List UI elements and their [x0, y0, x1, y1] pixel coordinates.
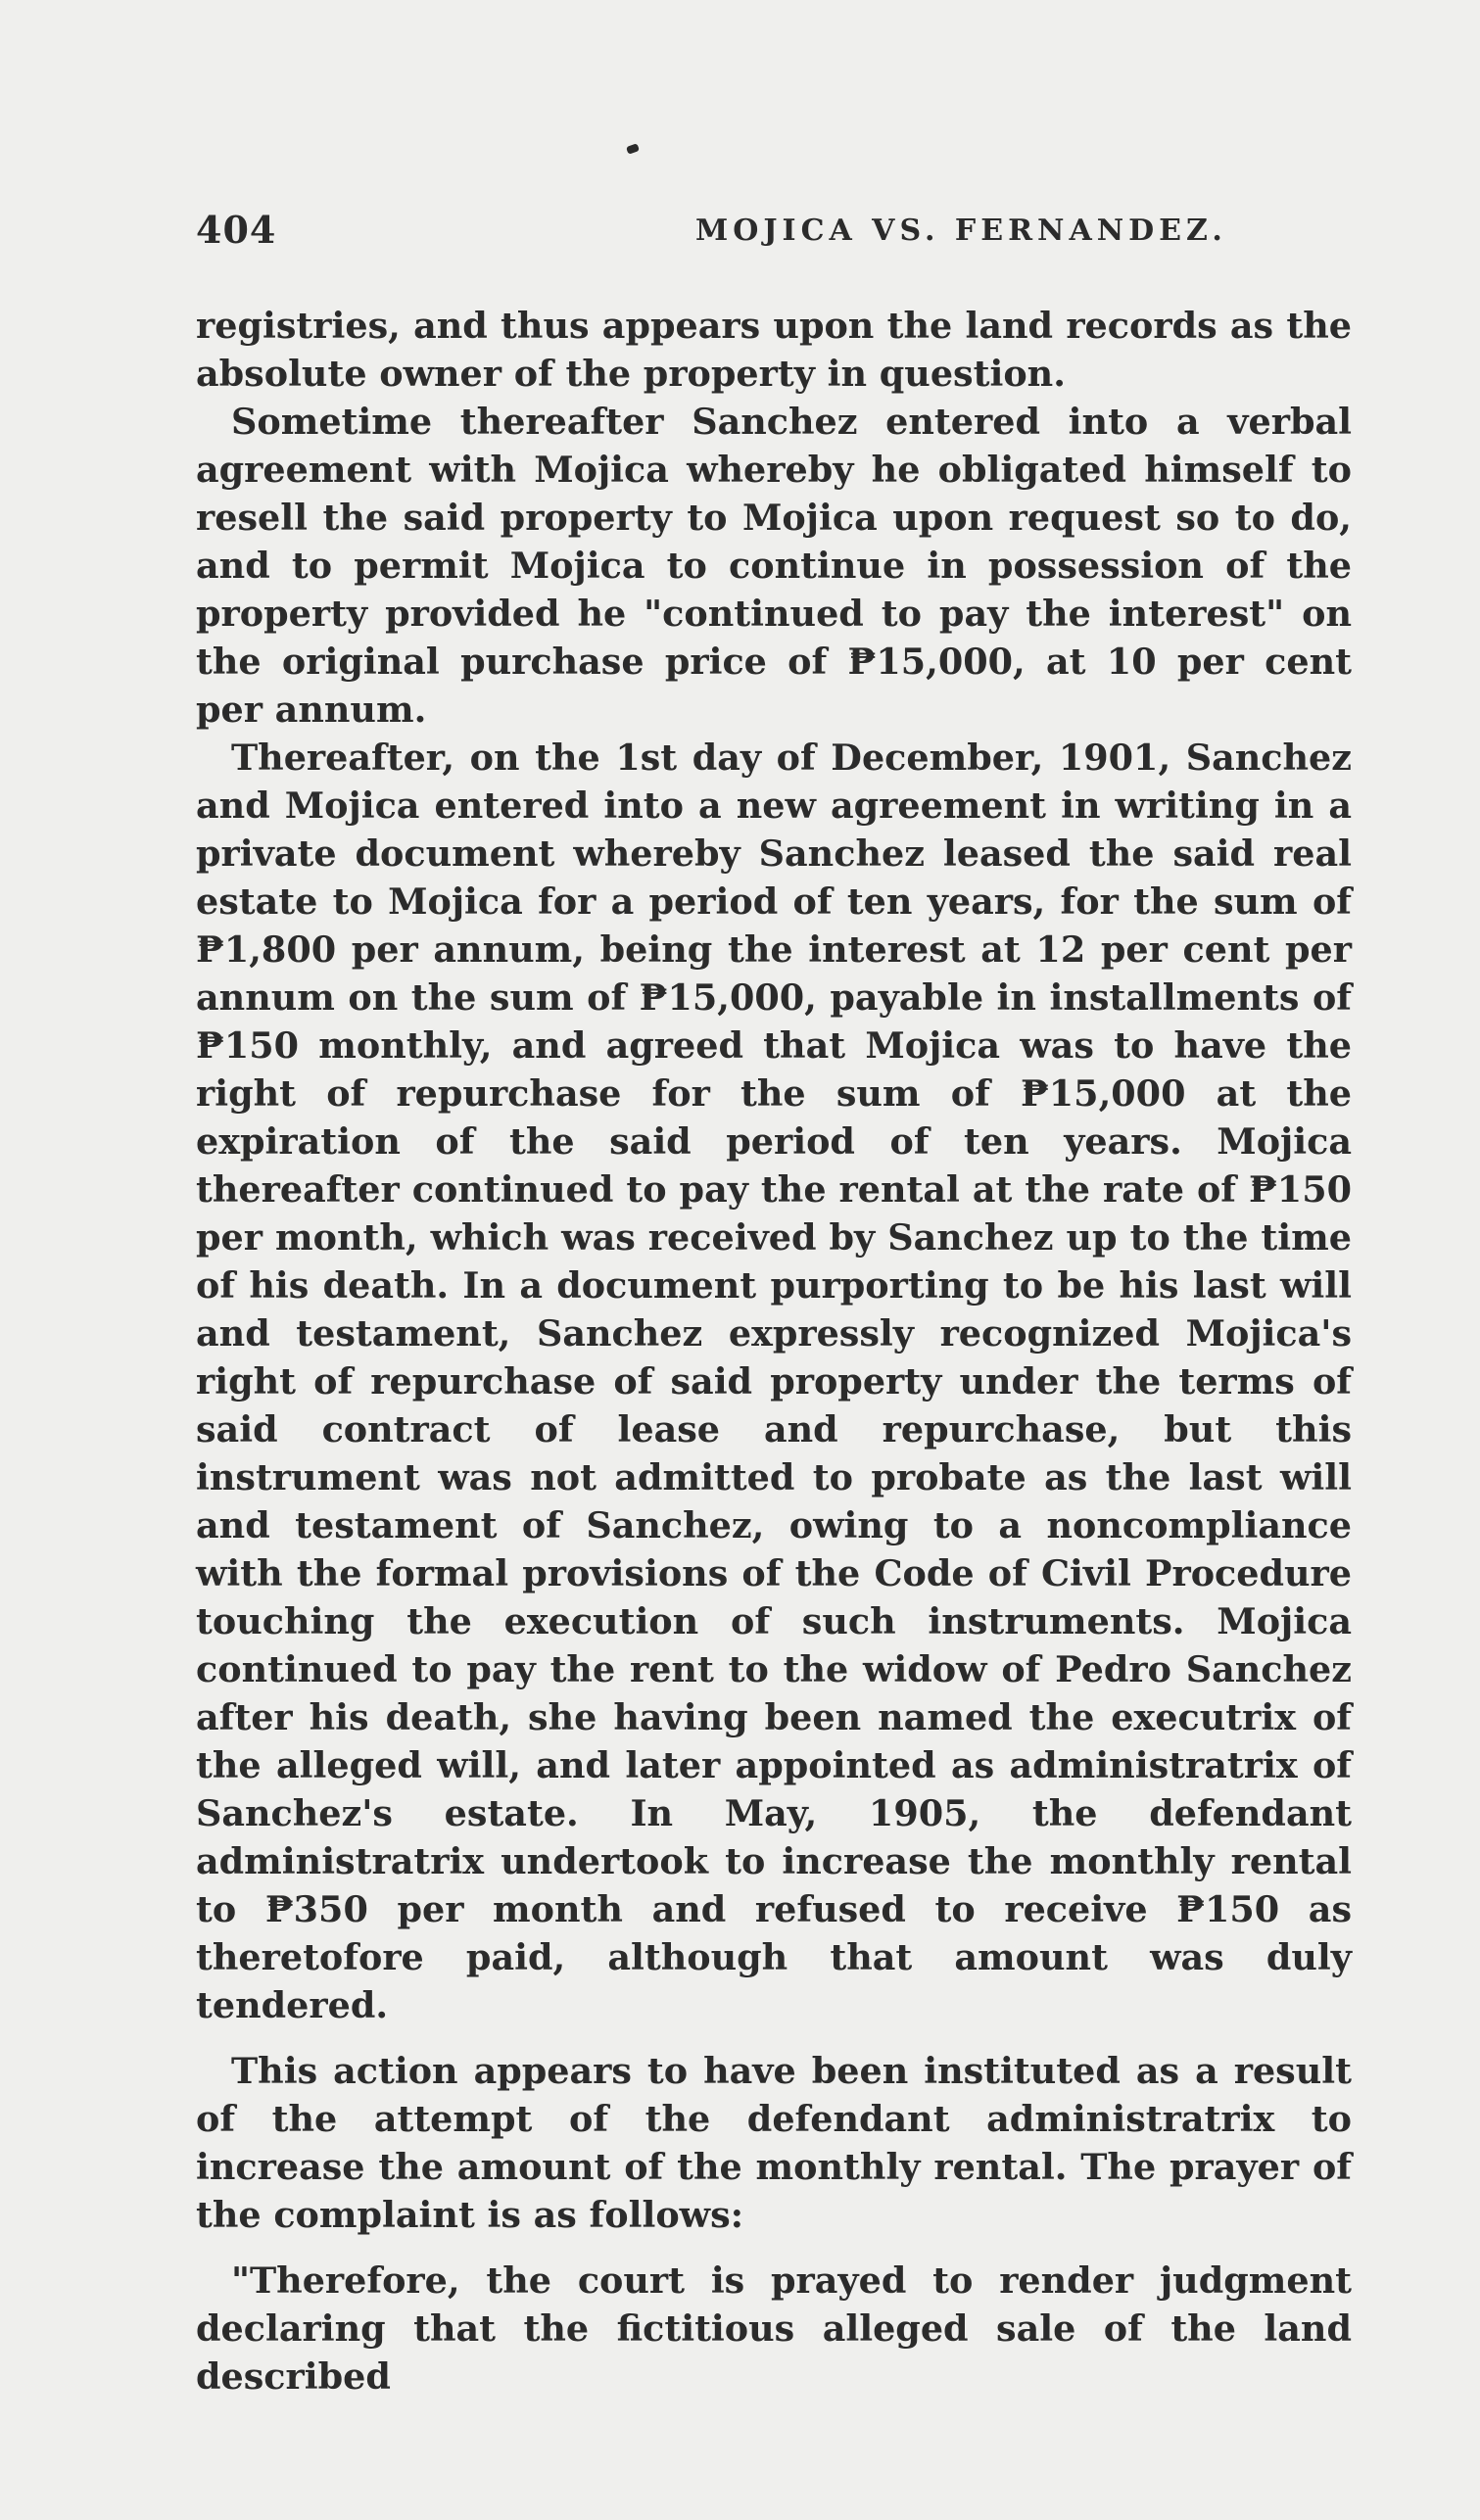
ink-speck	[626, 143, 640, 155]
paragraph-2: Sometime thereafter Sanchez entered into a verbal agreement with Mojica whereby he obligated himself to resell the said property to Mojica upon request so to do, and to permit Mojica to continue in possession of the property provided he "continued to pay the interest" on the original purchase price of ₱15,000, at 10 per cent per annum.	[196, 401, 1352, 731]
paragraph-5: "Therefore, the court is prayed to render judgment declaring that the fictitious alleged sale of the land described	[196, 2259, 1352, 2398]
paragraph-4: This action appears to have been instituted as a result of the attempt of the defendant administratrix to increase the amount of the monthly rental. The prayer of the complaint is as follows:	[196, 2050, 1352, 2236]
paragraph-1: registries, and thus appears upon the land records as the absolute owner of the property in question.	[196, 305, 1352, 395]
page-number: 404	[196, 208, 277, 252]
page-header	[196, 208, 1352, 266]
paragraph-3: Thereafter, on the 1st day of December, 1901, Sanchez and Mojica entered into a new agreement in writing in a private document whereby Sanchez leased the said real estate to Mojica for a period of ten years, for the sum of ₱1,800 per annum, being the interest at 12 per cent per annum on the sum of ₱15,000, payable in installments of ₱150 monthly, and agreed that Mojica was to have the right of repurchase for the sum of ₱15,000 at the expiration of the said period of ten years. Mojica thereafter continued to pay the rental at the rate of ₱150 per month, which was received by Sanchez up to the time of his death. In a document purporting to be his last will and testament, Sanchez expressly recognized Mojica's right of repurchase of said property under the terms of said contract of lease and repurchase, but this instrument was not admitted to probate as the last will and testament of Sanchez, owing to a noncompliance with the formal provisions of the Code of Civil Procedure touching the execution of such instruments. Mojica continued to pay the rent to the widow of Pedro Sanchez after his death, she having been named the executrix of the alleged will, and later appointed as administratrix of Sanchez's estate. In May, 1905, the defendant administratrix undertook to increase the monthly rental to ₱350 per month and refused to receive ₱150 as theretofore paid, although that amount was duly tendered.	[196, 737, 1352, 2026]
running-head: MOJICA VS. FERNANDEZ.	[695, 214, 1227, 248]
body-text	[196, 302, 1352, 2401]
